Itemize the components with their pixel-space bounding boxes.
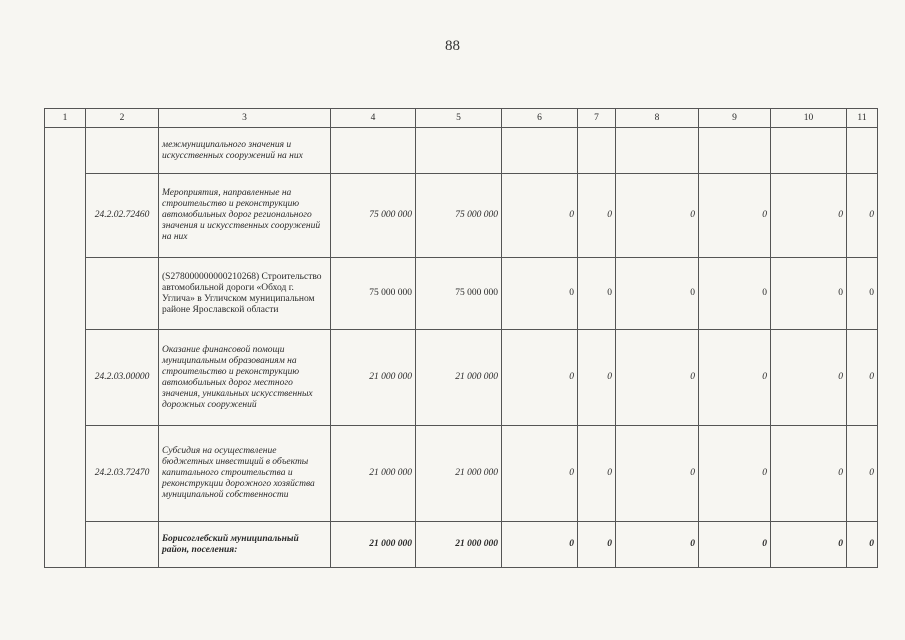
cell-name: (S278000000000210268) Строительство автомобильной дороги «Обход г. Углича» в Угличском муниципальном районе Ярославской области: [159, 258, 331, 330]
col-header-5: 5: [416, 109, 502, 128]
col-header-10: 10: [771, 109, 847, 128]
page-number: 88: [445, 38, 460, 54]
col-header-2: 2: [86, 109, 159, 128]
cell-col7: 0: [578, 522, 616, 568]
cell-name: Борисоглебский муниципальный район, поселения:: [159, 522, 331, 568]
cell-col10: [771, 128, 847, 174]
cell-col4: 21 000 000: [331, 330, 416, 426]
col-header-7: 7: [578, 109, 616, 128]
col-header-4: 4: [331, 109, 416, 128]
cell-col7: 0: [578, 426, 616, 522]
col-header-8: 8: [616, 109, 699, 128]
cell-name: Оказание финансовой помощи муниципальным образованиям на строительство и реконструкцию автомобильных дорог местного значения, уникальных искусственных дорожных сооружений: [159, 330, 331, 426]
cell-col6: 0: [502, 174, 578, 258]
cell-col10: 0: [771, 426, 847, 522]
cell-col4: [331, 128, 416, 174]
cell-col4: 75 000 000: [331, 258, 416, 330]
cell-col7: 0: [578, 258, 616, 330]
cell-code: [86, 128, 159, 174]
cell-col9: 0: [699, 174, 771, 258]
cell-col11: 0: [847, 174, 878, 258]
cell-col10: 0: [771, 522, 847, 568]
header-row: [45, 109, 878, 128]
cell-col8: [616, 128, 699, 174]
cell-col8: 0: [616, 258, 699, 330]
cell-col10: 0: [771, 174, 847, 258]
col-header-3: 3: [159, 109, 331, 128]
cell-col7: 0: [578, 174, 616, 258]
cell-col5: 21 000 000: [416, 522, 502, 568]
cell-code: [86, 258, 159, 330]
table-row: [45, 258, 878, 330]
cell-col11: 0: [847, 426, 878, 522]
cell-col9: 0: [699, 522, 771, 568]
cell-col5: 75 000 000: [416, 258, 502, 330]
cell-col4: 21 000 000: [331, 426, 416, 522]
cell-col8: 0: [616, 330, 699, 426]
cell-col8: 0: [616, 426, 699, 522]
cell-col4: 75 000 000: [331, 174, 416, 258]
cell-name: межмуниципального значения и искусственных сооружений на них: [159, 128, 331, 174]
table-row: [45, 522, 878, 568]
cell-col6: 0: [502, 258, 578, 330]
cell-col8: 0: [616, 522, 699, 568]
cell-code: 24.2.03.72470: [86, 426, 159, 522]
table-row: [45, 174, 878, 258]
cell-col5: 21 000 000: [416, 426, 502, 522]
cell-col8: 0: [616, 174, 699, 258]
col-header-11: 11: [847, 109, 878, 128]
cell-col10: 0: [771, 330, 847, 426]
cell-col7: [578, 128, 616, 174]
table-row: [45, 128, 878, 174]
table-row: [45, 426, 878, 522]
table-row: [45, 330, 878, 426]
cell-col6: 0: [502, 426, 578, 522]
cell-col9: 0: [699, 330, 771, 426]
cell-col6: 0: [502, 330, 578, 426]
cell-code: [86, 522, 159, 568]
cell-name: Мероприятия, направленные на строительство и реконструкцию автомобильных дорог регионального значения и искусственных сооружений на них: [159, 174, 331, 258]
col-header-1: 1: [45, 109, 86, 128]
cell-col9: 0: [699, 258, 771, 330]
cell-col4: 21 000 000: [331, 522, 416, 568]
cell-col11: 0: [847, 258, 878, 330]
cell-col9: [699, 128, 771, 174]
cell-code: 24.2.02.72460: [86, 174, 159, 258]
cell-col10: 0: [771, 258, 847, 330]
cell-name: Субсидия на осуществление бюджетных инвестиций в объекты капитального строительства и реконструкции дорожного хозяйства муниципальной собственности: [159, 426, 331, 522]
col-header-6: 6: [502, 109, 578, 128]
cell-col6: [502, 128, 578, 174]
col-header-9: 9: [699, 109, 771, 128]
budget-table: [44, 108, 878, 568]
cell-col7: 0: [578, 330, 616, 426]
cell-col11: [847, 128, 878, 174]
cell-col9: 0: [699, 426, 771, 522]
cell-code: 24.2.03.00000: [86, 330, 159, 426]
cell-col1: [45, 128, 86, 568]
cell-col6: 0: [502, 522, 578, 568]
cell-col11: 0: [847, 330, 878, 426]
cell-col5: 75 000 000: [416, 174, 502, 258]
cell-col5: [416, 128, 502, 174]
cell-col5: 21 000 000: [416, 330, 502, 426]
cell-col11: 0: [847, 522, 878, 568]
